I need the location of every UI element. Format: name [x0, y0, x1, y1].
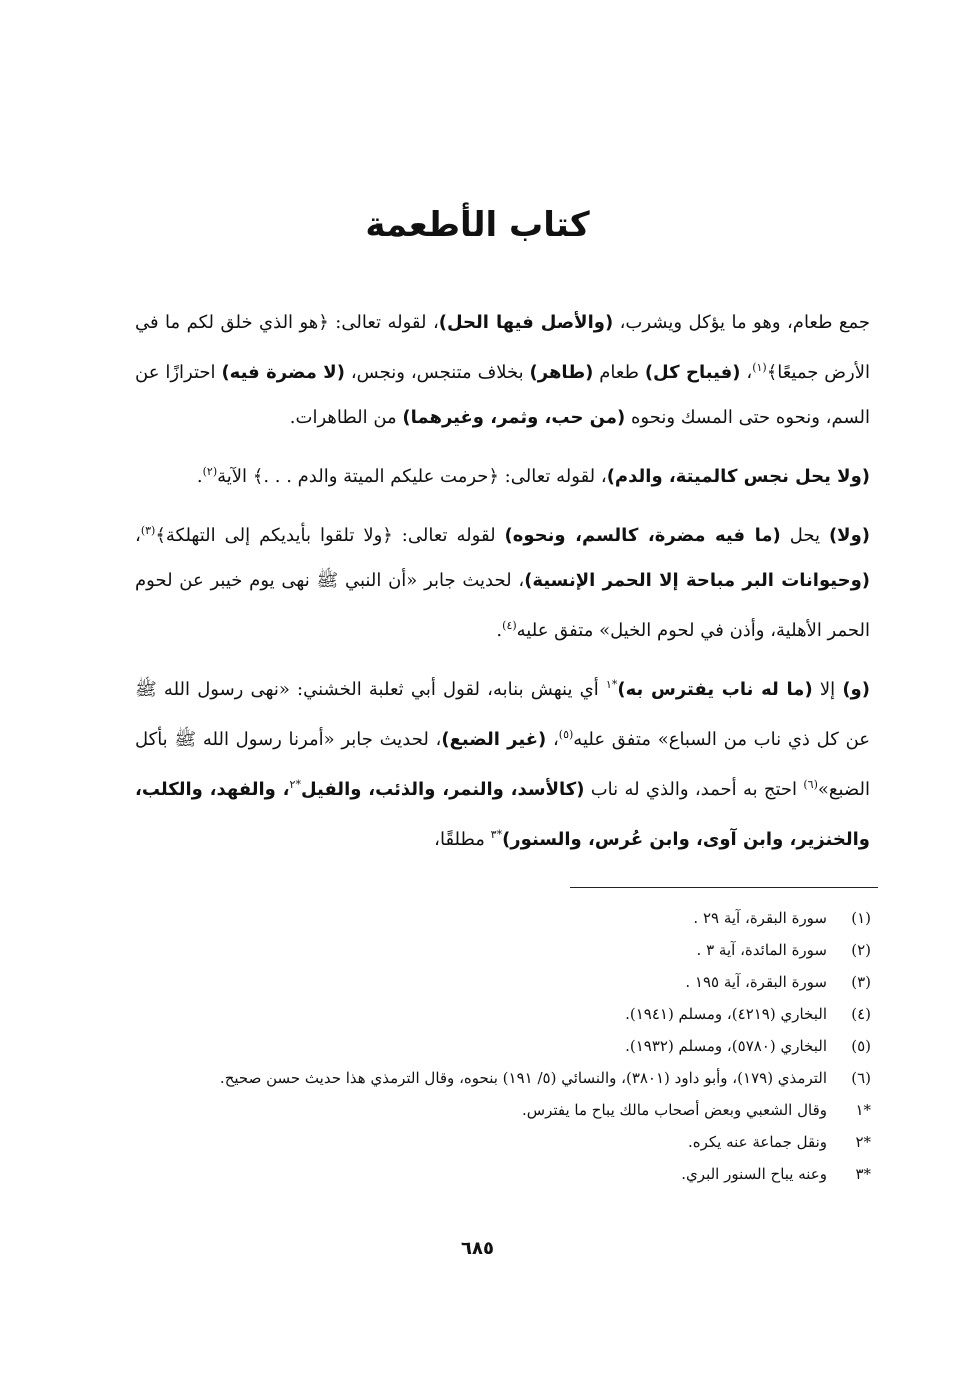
text-run: ، لحديث جابر «أمرنا رسول الله ﷺ بأكل الضبع» [135, 729, 870, 800]
bold-text: (و) [842, 679, 870, 700]
footnote [135, 1126, 875, 1158]
text-run: . [496, 620, 503, 641]
text-run: ، [546, 729, 559, 750]
note-marker: *٣ [490, 828, 503, 841]
footnotes-list [135, 902, 875, 1190]
bold-text: (ولا يحل نجس كالميتة، والدم) [606, 466, 870, 487]
paragraph [135, 300, 870, 440]
footnote-text: وقال الشعبي وبعض أصحاب مالك يباح ما يفترس. [522, 1101, 827, 1119]
note-marker: (٤) [502, 619, 517, 632]
footnote-number: *١ [855, 1101, 871, 1119]
bold-text: (والأصل فيها الحل) [438, 312, 614, 333]
footnote [135, 1094, 875, 1126]
footnote-number: (٦) [851, 1069, 871, 1087]
text-run: احتج به أحمد، والذي له ناب [584, 779, 804, 800]
bold-text: (ما فيه مضرة، كالسم، ونحوه) [504, 525, 781, 546]
paragraph [135, 662, 870, 862]
paragraph [135, 508, 870, 653]
footnote-number: (١) [851, 909, 871, 927]
footnote-number: (٥) [851, 1037, 871, 1055]
text-run: ، [135, 525, 141, 546]
footnote [135, 934, 875, 966]
bold-text: (ولا) [828, 525, 870, 546]
footnote-divider [570, 887, 878, 888]
text-run: مطلقًا، [434, 829, 491, 850]
footnote-number: (٢) [851, 941, 871, 959]
text-run: إلا [812, 679, 843, 700]
text-run: احترازًا عن السم، ونحوه حتى المسك ونحوه [135, 362, 870, 428]
footnote-text: البخاري (٥٧٨٠)، ومسلم (١٩٣٢). [625, 1037, 827, 1055]
bold-text: (من حب، وثمر، وغيرهما) [402, 407, 626, 428]
chapter-title: كتاب الأطعمة [365, 205, 590, 245]
footnote [135, 1062, 875, 1094]
note-marker: (٣) [140, 524, 156, 537]
footnote-text: وعنه يباح السنور البري. [681, 1165, 827, 1183]
text-run: جمع طعام، وهو ما يؤكل ويشرب، [613, 312, 870, 333]
footnote-text: سورة البقرة، آية ١٩٥ . [685, 973, 827, 991]
footnote [135, 998, 875, 1030]
bold-text: (لا مضرة فيه) [221, 362, 345, 383]
footnote-text: البخاري (٤٢١٩)، ومسلم (١٩٤١). [625, 1005, 827, 1023]
footnote-number: *٣ [855, 1165, 871, 1183]
text-run: ، لحديث جابر «أن النبي ﷺ نهى يوم خيبر عن لحوم الحمر الأهلية، وأذن في لحوم الخيل» متفق عليه [135, 570, 870, 641]
text-run: يحل [780, 525, 829, 546]
footnote [135, 902, 875, 934]
page-number: ٦٨٥ [461, 1238, 494, 1259]
footnote-number: (٤) [851, 1005, 871, 1023]
footnote-number: (٣) [851, 973, 871, 991]
text-run: ، لقوله تعالى: ﴿حرمت عليكم الميتة والدم . . .﴾ الآية [217, 466, 607, 487]
bold-text: (ما له ناب يفترس به) [617, 679, 813, 700]
text-run: . [196, 466, 203, 487]
text-run: من الطاهرات. [289, 407, 403, 428]
main-text [135, 300, 870, 871]
note-marker: (٥) [558, 728, 574, 741]
footnote [135, 966, 875, 998]
note-marker: *١ [605, 678, 618, 691]
footnote-number: *٢ [855, 1133, 871, 1151]
footnote-text: سورة المائدة، آية ٣ . [696, 941, 827, 959]
note-marker: (٢) [202, 465, 218, 478]
footnote-text: سورة البقرة، آية ٢٩ . [693, 909, 827, 927]
text-run: بخلاف متنجس، ونجس، [344, 362, 530, 383]
bold-text: (غير الضبع) [441, 729, 547, 750]
note-marker: *٢ [289, 778, 301, 791]
note-marker: (١) [752, 361, 767, 374]
bold-text: (كالأسد، والنمر، والذئب، والفيل [300, 779, 585, 800]
footnote-text: ونقل جماعة عنه يكره. [687, 1133, 827, 1151]
bold-text: ، والفهد، والكلب، والخنزير، وابن آوى، وابن عُرس، والسنور) [135, 779, 870, 850]
footnote-text: الترمذي (١٧٩)، وأبو داود (٣٨٠١)، والنسائي (٥/ ١٩١) بنحوه، وقال الترمذي هذا حديث حسن صحيح. [219, 1069, 827, 1087]
note-marker: (٦) [803, 778, 818, 791]
bold-text: (فيباح كل) [644, 362, 741, 383]
paragraph [135, 449, 870, 499]
text-run: أي ينهش بنابه، لقول أبي ثعلبة الخشني: «نهى رسول الله ﷺ عن كل ذي ناب من السباع» متفق عليه [135, 679, 871, 750]
bold-text: (طاهر) [529, 362, 594, 383]
footnote [135, 1158, 875, 1190]
bold-text: (وحيوانات البر مباحة إلا الحمر الإنسية) [524, 570, 870, 591]
text-run: ، لقوله تعالى: ﴿هو الذي خلق لكم ما في الأرض جميعًا﴾ [135, 312, 871, 383]
footnote [135, 1030, 875, 1062]
text-run: لقوله تعالى: ﴿ولا تلقوا بأيديكم إلى التهلكة﴾ [155, 525, 505, 546]
text-run: ، [740, 362, 753, 383]
text-run: طعام [593, 362, 645, 383]
